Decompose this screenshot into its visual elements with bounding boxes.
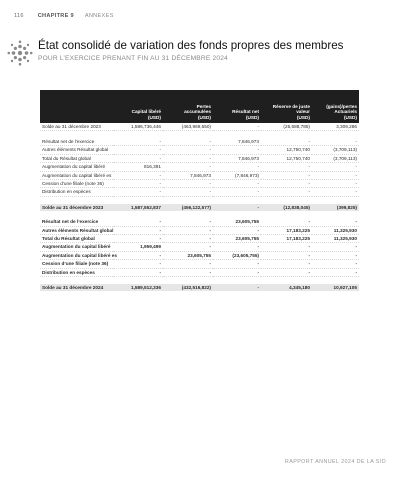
row-label: Cession d’une filiale (note 36)	[40, 260, 113, 268]
cell-value: -	[261, 243, 312, 251]
cell-value: (25,588,785)	[261, 123, 312, 131]
spacer-cell	[312, 196, 359, 204]
column-header	[113, 90, 163, 123]
cell-value: -	[261, 171, 312, 179]
column-header-line: Capital libéré	[131, 109, 161, 115]
spacer-cell	[113, 277, 163, 285]
row-label: Résultat net de l’exercice	[40, 138, 113, 146]
column-header-line: Résultat net	[232, 109, 259, 115]
cell-value: -	[312, 243, 359, 251]
spacer-cell	[312, 277, 359, 285]
table-row	[40, 243, 359, 251]
cell-value: -	[261, 251, 312, 259]
cell-value: (3,709,113)	[312, 154, 359, 162]
cell-value: (12,838,045)	[261, 204, 312, 211]
page-title: État consolidé de variation des fonds propres des membres	[38, 39, 344, 52]
spacer-cell	[163, 130, 213, 138]
table-row	[40, 260, 359, 268]
cell-value: -	[113, 268, 163, 276]
table-row	[40, 218, 359, 226]
column-header-line: (USD)	[245, 115, 259, 121]
cell-value: 11,325,930	[312, 234, 359, 242]
cell-value: -	[163, 138, 213, 146]
cell-value: 3,309,286	[312, 123, 359, 131]
cell-value: -	[261, 268, 312, 276]
row-label: Autres éléments Résultat global	[42, 227, 114, 233]
spacer-cell	[40, 196, 113, 204]
spacer-cell	[213, 211, 261, 218]
row-label: Résultat net de l’exercice	[40, 218, 113, 226]
cell-value: 1,589,512,336	[113, 284, 163, 291]
cell-value: (3,709,113)	[312, 146, 359, 154]
cell-value: -	[312, 251, 359, 259]
cell-value: -	[312, 268, 359, 276]
cell-value: -	[312, 179, 359, 187]
table-row	[40, 188, 359, 196]
column-header	[163, 90, 213, 123]
table-row	[40, 154, 359, 162]
column-header-line: (USD)	[147, 115, 161, 121]
spacer-row	[40, 130, 359, 138]
cell-value: -	[113, 188, 163, 196]
cell-value: (23,605,755)	[213, 251, 261, 259]
cell-value: 10,927,105	[312, 284, 359, 291]
cell-value: -	[312, 163, 359, 171]
spacer-cell	[40, 277, 113, 285]
cell-value: 17,183,225	[261, 226, 312, 234]
spacer-cell	[261, 196, 312, 204]
spacer-cell	[163, 277, 213, 285]
row-label: Augmentation du capital libéré es	[42, 252, 118, 258]
column-header-line: (gains)/pertes	[326, 103, 357, 109]
cell-value: -	[213, 268, 261, 276]
cell-value: -	[213, 146, 261, 154]
table-row	[40, 171, 359, 179]
cell-value: -	[163, 146, 213, 154]
cell-value: -	[113, 179, 163, 187]
total-row	[40, 284, 359, 291]
column-header-line: (USD)	[343, 115, 357, 121]
column-header-line: valeur	[296, 109, 310, 115]
cell-value: -	[312, 171, 359, 179]
cell-value: 4,345,180	[261, 284, 312, 291]
column-header-line: Réserve de juste	[272, 103, 310, 109]
column-header-line: Pertes	[196, 103, 211, 109]
spacer-cell	[163, 196, 213, 204]
spacer-cell	[40, 211, 113, 218]
column-header-line: (USD)	[197, 115, 211, 121]
spacer-cell	[261, 277, 312, 285]
running-header	[14, 13, 114, 19]
cell-value: -	[261, 163, 312, 171]
cell-value: -	[163, 226, 213, 234]
row-label: Distribution en espèces	[40, 268, 113, 276]
total-row	[40, 204, 359, 211]
cell-value: (456,122,577)	[163, 204, 213, 211]
page-footer: RAPPORT ANNUEL 2024 DE LA SID	[284, 459, 386, 465]
column-header	[40, 90, 113, 123]
row-label: Distribution en espèces	[40, 188, 113, 196]
cell-value: -	[163, 188, 213, 196]
page-number: 116	[14, 13, 24, 19]
row-label: Augmentation du capital libéré	[40, 163, 113, 171]
table-row	[40, 234, 359, 242]
cell-value: -	[163, 268, 213, 276]
cell-value: -	[113, 218, 163, 226]
cell-value: 17,183,225	[261, 234, 312, 242]
cell-value: -	[213, 260, 261, 268]
cell-value: -	[163, 260, 213, 268]
column-header	[261, 90, 312, 123]
cell-value: -	[163, 163, 213, 171]
table-row	[40, 268, 359, 276]
column-header-line: Actuariels	[334, 109, 357, 115]
cell-value: (463,969,550)	[163, 123, 213, 131]
spacer-cell	[113, 196, 163, 204]
cell-value: 23,605,755	[213, 234, 261, 242]
row-label: Total du Résultat global	[40, 154, 113, 162]
spacer-cell	[261, 130, 312, 138]
cell-value: -	[261, 138, 312, 146]
row-label: Augmentation du capital libéré	[40, 243, 113, 251]
snowflake-emblem-icon	[7, 40, 33, 66]
cell-value: -	[113, 234, 163, 242]
cell-value: -	[163, 179, 213, 187]
table-row	[40, 146, 359, 154]
cell-value: 23,605,755	[163, 251, 213, 259]
column-header	[213, 90, 261, 123]
cell-value: 816,391	[113, 163, 163, 171]
cell-value: 12,750,740	[261, 154, 312, 162]
cell-value: 7,846,973	[163, 171, 213, 179]
row-label: Solde au 31 décembre 2023	[40, 204, 113, 211]
cell-value: -	[213, 163, 261, 171]
cell-value: -	[213, 284, 261, 291]
spacer-cell	[163, 211, 213, 218]
spacer-cell	[113, 130, 163, 138]
column-header-line: (USD)	[296, 115, 310, 121]
cell-value: -	[113, 146, 163, 154]
spacer-cell	[40, 130, 113, 138]
row-label: Solde au 31 décembre 2024	[40, 284, 113, 291]
spacer-cell	[261, 211, 312, 218]
column-header-line: accumulées	[184, 109, 211, 115]
table-row	[40, 123, 359, 131]
table-row	[40, 138, 359, 146]
table-row	[40, 251, 359, 259]
table-row	[40, 226, 359, 234]
cell-value: -	[113, 251, 163, 259]
spacer-row	[40, 196, 359, 204]
section-label: ANNEXES	[84, 13, 114, 19]
spacer-cell	[213, 130, 261, 138]
spacer-cell	[213, 196, 261, 204]
cell-value: -	[213, 204, 261, 211]
cell-value: 11,325,930	[312, 226, 359, 234]
cell-value: 7,846,973	[213, 138, 261, 146]
table-row	[40, 179, 359, 187]
spacer-row	[40, 277, 359, 285]
cell-value: -	[113, 226, 163, 234]
cell-value: (432,516,822)	[163, 284, 213, 291]
cell-value: -	[312, 218, 359, 226]
cell-value: 1,586,736,446	[113, 123, 163, 131]
cell-value: (399,825)	[312, 204, 359, 211]
cell-value: 23,605,755	[213, 218, 261, 226]
cell-value: -	[213, 123, 261, 131]
cell-value: -	[312, 138, 359, 146]
spacer-row	[40, 211, 359, 218]
cell-value: 12,750,740	[261, 146, 312, 154]
cell-value: -	[261, 260, 312, 268]
column-header	[312, 90, 359, 123]
cell-value: -	[261, 188, 312, 196]
cell-value: -	[113, 171, 163, 179]
cell-value: -	[113, 138, 163, 146]
chapter-label: CHAPITRE 9	[37, 13, 74, 19]
table-row	[40, 163, 359, 171]
cell-value: -	[261, 218, 312, 226]
cell-value: -	[312, 260, 359, 268]
cell-value: -	[163, 218, 213, 226]
table-header-row	[40, 90, 359, 123]
equity-changes-table	[40, 90, 359, 291]
spacer-cell	[312, 130, 359, 138]
cell-value: -	[213, 188, 261, 196]
spacer-cell	[312, 211, 359, 218]
cell-value: -	[261, 179, 312, 187]
cell-value: 7,846,973	[213, 154, 261, 162]
spacer-cell	[213, 277, 261, 285]
spacer-cell	[113, 211, 163, 218]
row-label: Solde au 31 décembre 2023	[40, 123, 113, 131]
page-subtitle: POUR L’EXERCICE PRENANT FIN AU 31 DÉCEMBRE 2024	[38, 55, 228, 62]
row-label: Augmentation du capital libéré es	[42, 172, 112, 178]
cell-value: -	[213, 226, 261, 234]
row-label: Autres éléments Résultat global	[40, 146, 113, 154]
cell-value: -	[213, 179, 261, 187]
cell-value: -	[163, 243, 213, 251]
cell-value: -	[312, 188, 359, 196]
cell-value: -	[113, 260, 163, 268]
cell-value: 1,587,552,837	[113, 204, 163, 211]
cell-value: -	[163, 234, 213, 242]
cell-value: -	[213, 243, 261, 251]
cell-value: 1,959,499	[113, 243, 163, 251]
row-label: Total du Résultat global	[40, 234, 113, 242]
row-label: Cession d’une filiale (note 36)	[40, 179, 113, 187]
cell-value: -	[113, 154, 163, 162]
cell-value: -	[163, 154, 213, 162]
cell-value: (7,846,973)	[213, 171, 261, 179]
